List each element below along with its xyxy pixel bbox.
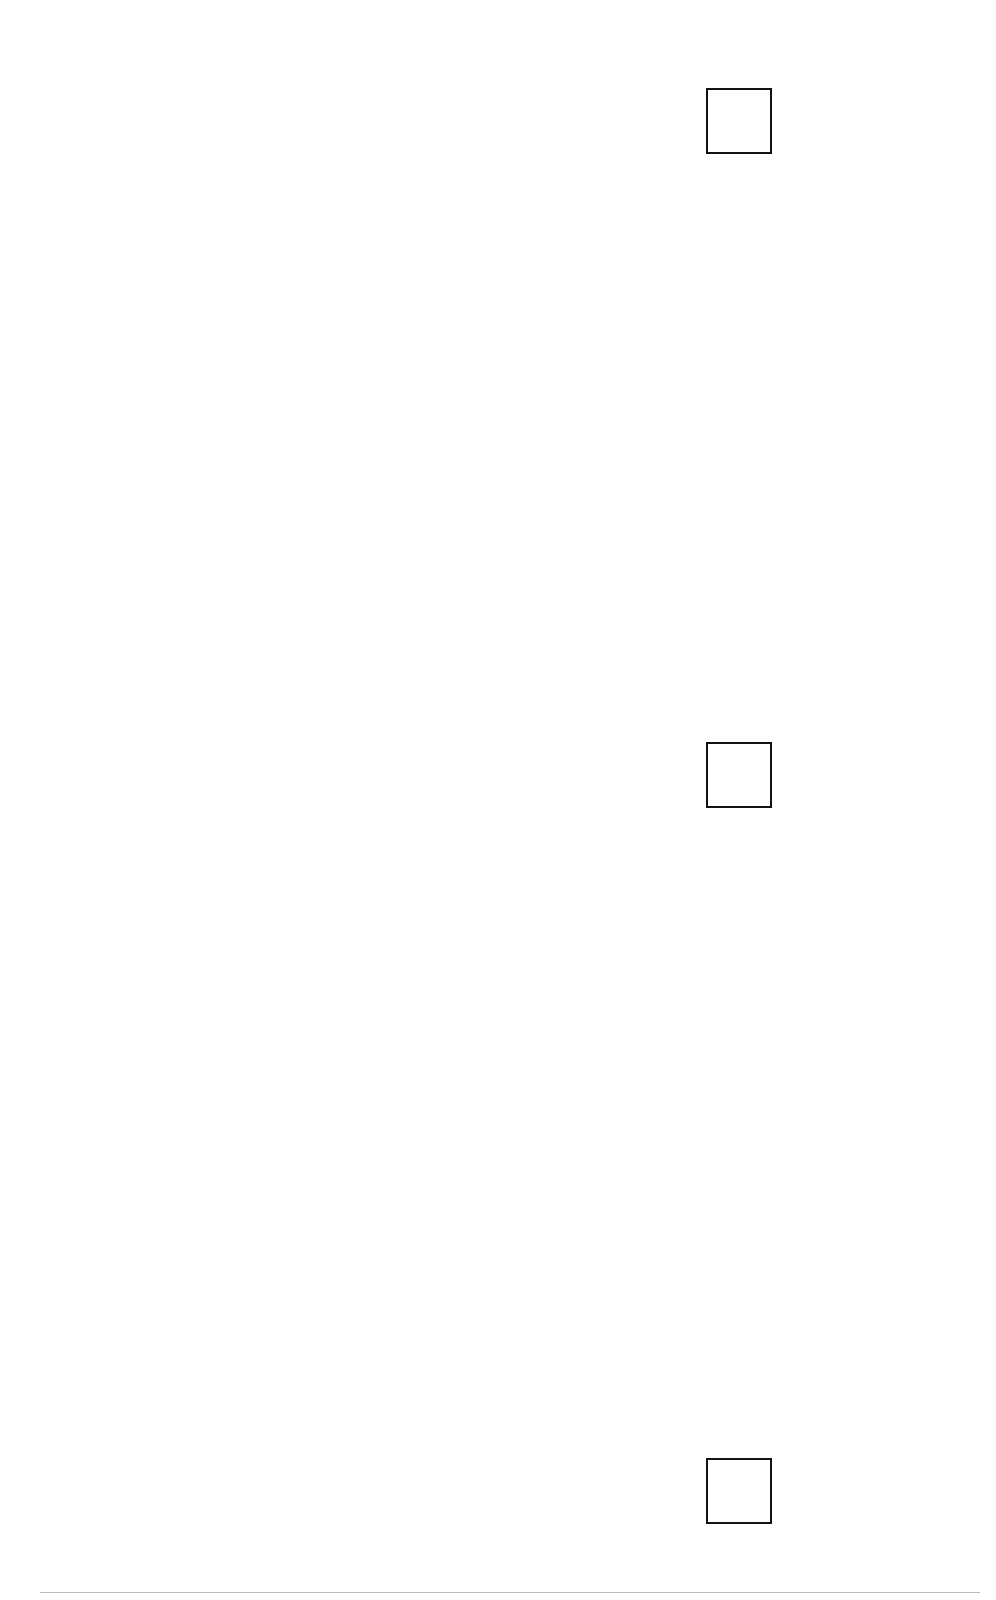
footer-rule [40, 1592, 980, 1593]
unit5-header [0, 740, 996, 850]
qr-code-icon[interactable] [706, 88, 772, 154]
qr-code-icon[interactable] [706, 742, 772, 808]
qr-code-icon[interactable] [706, 1458, 772, 1524]
unit4-header [0, 86, 996, 196]
unit6-header [0, 1456, 996, 1566]
